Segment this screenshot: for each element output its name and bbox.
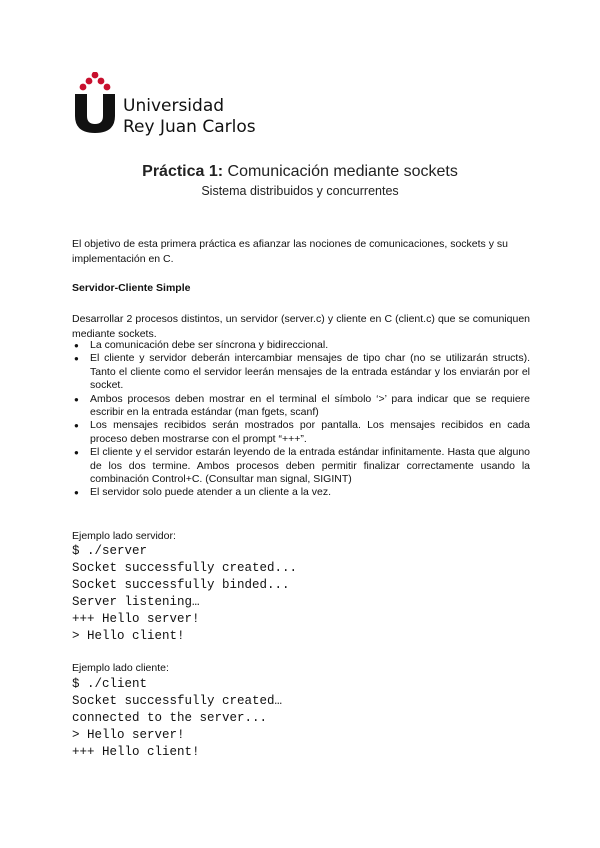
requirement-item: ● El cliente y el servidor estarán leyendo de la entrada estándar infinitamente. Hasta que alguno de los dos termine. Ambos procesos deben permitir finalizar correctamente usando la combinación Control+C. (Consultar man signal, SIGINT) (72, 446, 530, 486)
code-line: $ ./server (72, 544, 148, 558)
intro-paragraph: El objetivo de esta primera práctica es afianzar las nociones de comunicaciones, sockets y su implementación en C. (72, 238, 508, 265)
university-name (123, 96, 256, 138)
logo-dot (86, 78, 93, 85)
code-line: Socket successfully created… (72, 694, 283, 708)
logo-u-icon (75, 94, 115, 133)
page-title (0, 163, 600, 181)
logo-dot (104, 84, 111, 91)
requirement-item: ● El cliente y servidor deberán intercambiar mensajes de tipo char (no se utilizarán structs). Tanto el cliente como el servidor leerán mensajes de la entrada estándar y los enviarán por el socket. (72, 352, 530, 392)
requirement-item: ● Ambos procesos deben mostrar en el terminal el símbolo ‘>’ para indicar que se requiere escribir en la entrada estándar (man fgets, scanf) (72, 393, 530, 420)
code-line: connected to the server... (72, 711, 268, 725)
section-heading: Servidor-Cliente Simple (72, 282, 191, 294)
logo-dot (92, 72, 99, 78)
title-bold: Práctica 1: (142, 163, 224, 180)
client-example-label: Ejemplo lado cliente: (72, 662, 169, 674)
code-line: Socket successfully created... (72, 561, 298, 575)
server-example-label: Ejemplo lado servidor: (72, 530, 176, 542)
title-rest: Comunicación mediante sockets (223, 163, 458, 180)
logo-dot (98, 78, 105, 85)
requirement-item: ● La comunicación debe ser síncrona y bidireccional. (72, 339, 530, 352)
logo-dots-icon (80, 72, 111, 90)
university-name-line2: Rey Juan Carlos (123, 117, 256, 137)
page-subtitle: Sistema distribuidos y concurrentes (201, 184, 399, 198)
university-name-line1: Universidad (123, 96, 225, 116)
server-example-code (72, 543, 297, 645)
code-line: +++ Hello server! (72, 612, 200, 626)
code-line: Server listening… (72, 595, 200, 609)
description-paragraph: Desarrollar 2 procesos distintos, un servidor (server.c) y cliente en C (client.c) que se comuniquen mediante sockets. (72, 313, 530, 340)
code-line: > Hello client! (72, 629, 185, 643)
code-line: +++ Hello client! (72, 745, 200, 759)
code-line: $ ./client (72, 677, 148, 691)
client-example-code (72, 676, 282, 761)
code-line: > Hello server! (72, 728, 185, 742)
requirement-item: ● Los mensajes recibidos serán mostrados por pantalla. Los mensajes recibidos en cada proceso deben mostrarse con el prompt “+++”. (72, 419, 530, 446)
requirement-item: ● El servidor solo puede atender a un cliente a la vez. (72, 486, 530, 499)
logo-dot (80, 84, 87, 91)
code-line: Socket successfully binded... (72, 578, 290, 592)
requirements-list (72, 339, 530, 500)
